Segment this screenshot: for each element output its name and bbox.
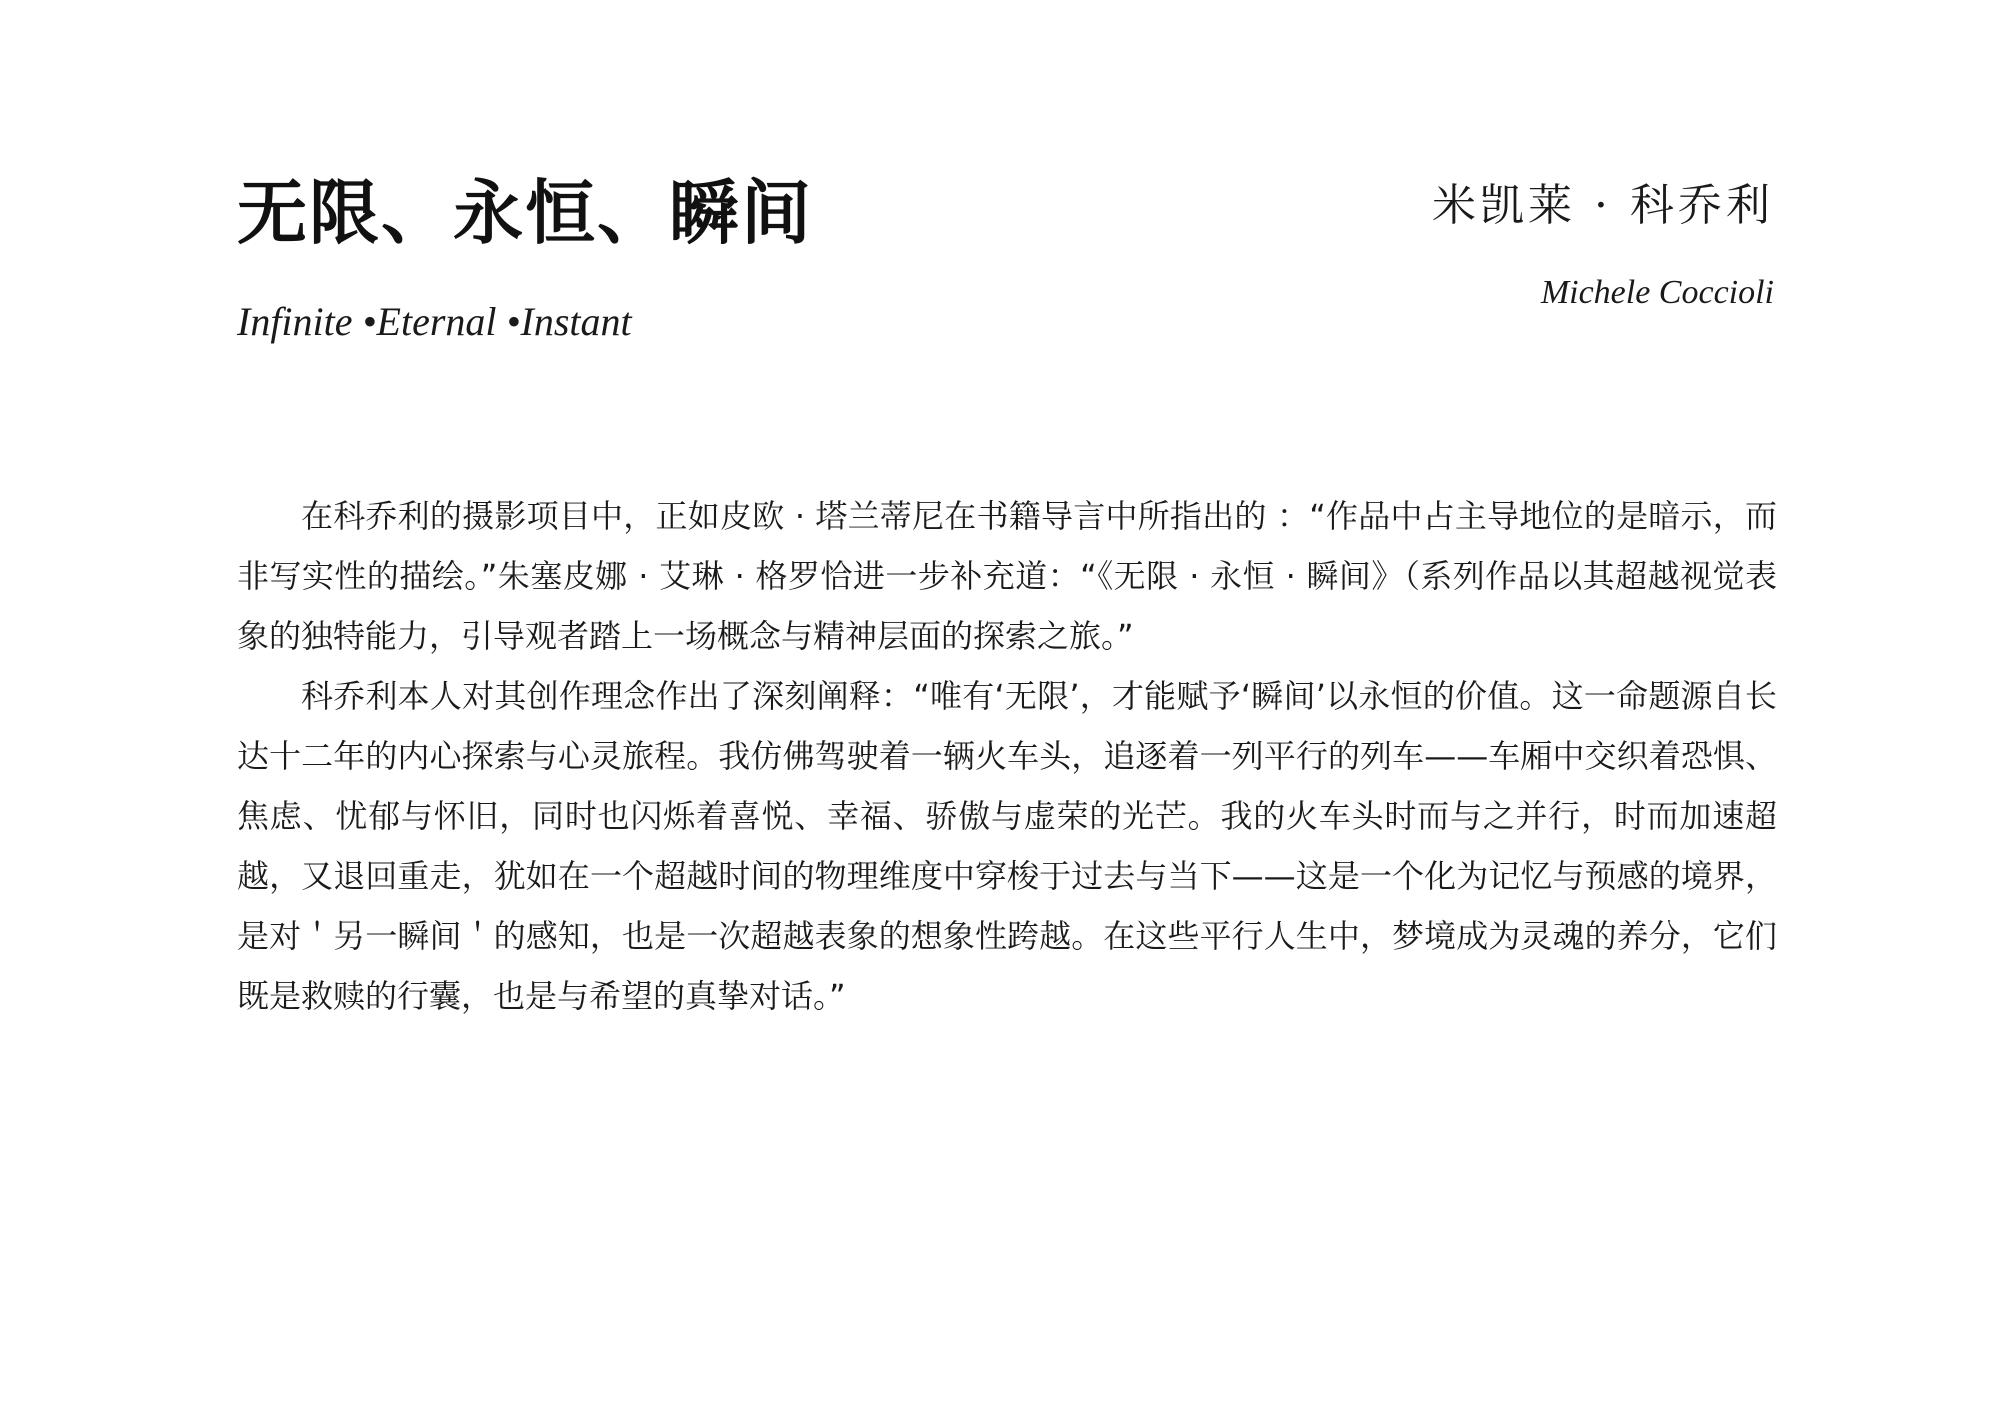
paragraph: 科乔利本人对其创作理念作出了深刻阐释：“唯有‘无限’，才能赋予‘瞬间’以永恒的价值。这一命题源自长达十二年的内心探索与心灵旅程。我仿佛驾驶着一辆火车头，追逐着一列平行的列车——车厢中交织着恐惧、焦虑、忧郁与怀旧，同时也闪烁着喜悦、幸福、骄傲与虚荣的光芒。我的火车头时而与之并行，时而加速超越，又退回重走，犹如在一个超越时间的物理维度中穿梭于过去与当下——这是一个化为记忆与预感的境界，是对＇另一瞬间＇的感知，也是一次超越表象的想象性跨越。在这些平行人生中，梦境成为灵魂的养分，它们既是救赎的行囊，也是与希望的真挚对话。”	[237, 677, 1777, 1015]
author-name-zh: 米凯莱 · 科乔利	[1432, 180, 1774, 231]
page-subtitle: Infinite •Eternal •Instant	[237, 299, 632, 344]
page-title: 无限、永恒、瞬间	[237, 171, 813, 254]
body-text	[237, 486, 1777, 1026]
author-name-en: Michele Coccioli	[1540, 274, 1774, 311]
paragraph: 在科乔利的摄影项目中，正如皮欧 · 塔兰蒂尼在书籍导言中所指出的 ：“作品中占主导地位的是暗示，而非写实性的描绘。”朱塞皮娜 · 艾琳 · 格罗恰进一步补充道：“《无限 · 永恒 · 瞬间》（系列作品以其超越视觉表象的独特能力，引导观者踏上一场概念与精神层面的探索之旅。”	[237, 497, 1777, 655]
